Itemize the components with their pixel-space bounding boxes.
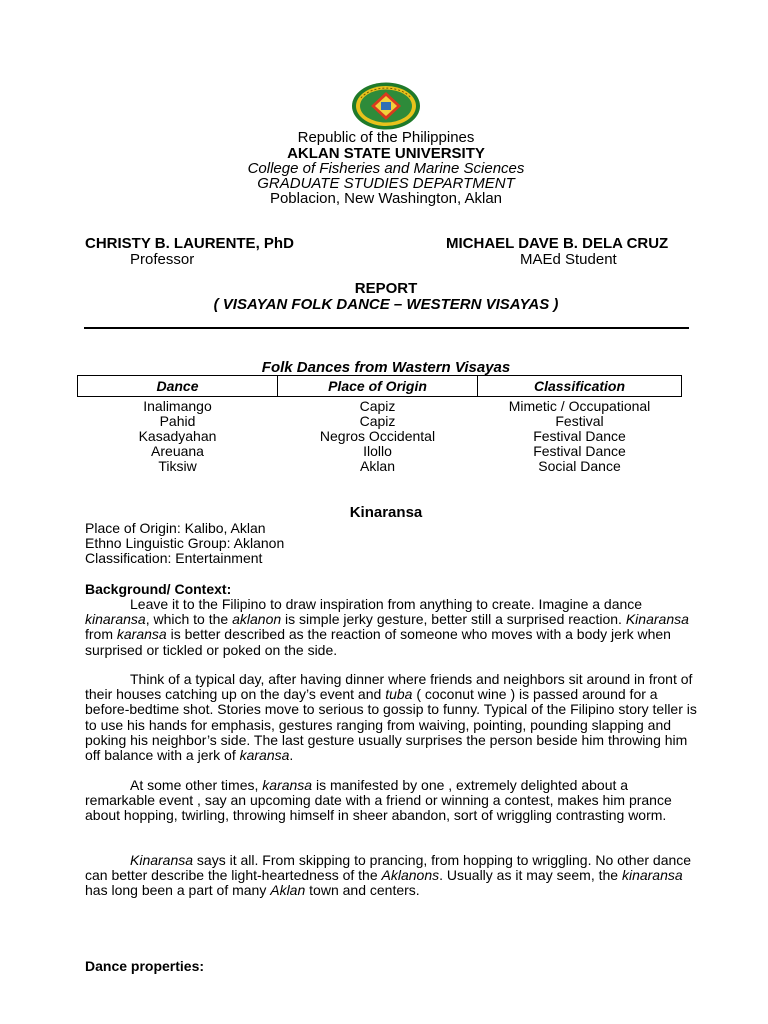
professor-role: Professor bbox=[130, 251, 195, 268]
text-run: , which to the bbox=[145, 611, 233, 628]
paragraph-2 bbox=[85, 672, 697, 763]
cell-dance: Pahid bbox=[159, 413, 196, 429]
text-run: karansa bbox=[239, 747, 290, 764]
text-run: says it all. From skipping to prancing, from hopping to wriggling. No other dance can better describe the light-heartedness of the bbox=[85, 852, 692, 884]
cell-classification: Mimetic / Occupational bbox=[508, 398, 651, 414]
cell-dance: Tiksiw bbox=[158, 458, 197, 474]
cell-origin: Capiz bbox=[359, 398, 396, 414]
horizontal-rule bbox=[84, 327, 689, 329]
professor-name: CHRISTY B. LAURENTE, PhD bbox=[85, 235, 294, 252]
table-row bbox=[78, 459, 682, 474]
university-name: AKLAN STATE UNIVERSITY bbox=[287, 145, 485, 162]
text-run: aklanon bbox=[232, 611, 282, 628]
ethno-linguistic-group: Ethno Linguistic Group: Aklanon bbox=[85, 535, 285, 551]
text-run: . Usually as it may seem, the bbox=[439, 867, 622, 884]
text-run: is better described as the reaction of someone who moves with a body jerk when surprised or tickled or poked on the side. bbox=[85, 626, 671, 658]
cell-origin: Aklan bbox=[359, 458, 396, 474]
text-run: At some other times, bbox=[130, 777, 263, 793]
cell-origin: Capiz bbox=[359, 413, 396, 429]
table-row bbox=[78, 444, 682, 459]
dance-properties-heading: Dance properties: bbox=[85, 958, 205, 974]
student-role: MAEd Student bbox=[520, 251, 617, 268]
text-run: karansa bbox=[116, 626, 167, 643]
text-run: Kinaransa bbox=[130, 852, 194, 868]
text-run: tuba bbox=[385, 686, 413, 703]
report-subtitle: ( VISAYAN FOLK DANCE – WESTERN VISAYAS ) bbox=[213, 296, 559, 313]
cell-classification: Festival Dance bbox=[533, 443, 626, 459]
classification: Classification: Entertainment bbox=[85, 550, 263, 566]
cell-classification: Festival bbox=[555, 413, 604, 429]
table-caption: Folk Dances from Wastern Visayas bbox=[261, 359, 511, 376]
cell-classification: Festival Dance bbox=[533, 428, 626, 444]
text-run: Aklan bbox=[270, 882, 306, 899]
report-title: REPORT bbox=[354, 280, 418, 297]
text-run: is simple jerky gesture, better still a surprised reaction. bbox=[281, 611, 626, 628]
republic-line: Republic of the Philippines bbox=[297, 129, 475, 146]
paragraph-1 bbox=[85, 597, 697, 658]
text-run: Kinaransa bbox=[625, 611, 689, 628]
text-run: Aklanons bbox=[381, 867, 440, 884]
section-title: Kinaransa bbox=[349, 504, 423, 521]
header-classification: Classification bbox=[478, 376, 682, 397]
folk-dance-table bbox=[77, 375, 682, 474]
place-of-origin: Place of Origin: Kalibo, Aklan bbox=[85, 520, 266, 536]
paragraph-3 bbox=[85, 778, 697, 824]
table-row bbox=[78, 397, 682, 415]
text-run: karansa bbox=[262, 777, 313, 793]
table-header-row bbox=[78, 376, 682, 397]
text-run: Think of a typical day, after having dinner where friends and neighbors sit around in front of their houses catching up on the day’s event and bbox=[85, 671, 693, 703]
college-name: College of Fisheries and Marine Sciences bbox=[247, 160, 525, 177]
cell-origin: Ilollo bbox=[363, 443, 392, 459]
university-seal-logo bbox=[351, 82, 421, 130]
cell-origin: Negros Occidental bbox=[319, 428, 436, 444]
text-run: from bbox=[85, 626, 117, 643]
cell-dance: Inalimango bbox=[143, 398, 212, 414]
cell-dance: Kasadyahan bbox=[138, 428, 217, 444]
text-run: Leave it to the Filipino to draw inspiration from anything to create. Imagine a dance bbox=[130, 596, 643, 612]
background-heading: Background/ Context: bbox=[85, 581, 232, 597]
cell-classification: Social Dance bbox=[538, 458, 621, 474]
text-run: kinaransa bbox=[85, 611, 146, 628]
text-run: is manifested by one , extremely delighted about a remarkable event , say an upcoming date with a friend or winning a contest, makes him prance about hopping, twirling, throwing himself in sheer abandon, sort of wriggling contrasting worm. bbox=[85, 777, 672, 824]
text-run: kinaransa bbox=[621, 867, 683, 884]
header-place-of-origin: Place of Origin bbox=[278, 376, 478, 397]
text-run: has long been a part of many bbox=[85, 882, 271, 899]
department-name: GRADUATE STUDIES DEPARTMENT bbox=[257, 175, 515, 192]
paragraph-4 bbox=[85, 853, 697, 899]
text-run: . bbox=[289, 747, 294, 764]
cell-dance: Areuana bbox=[151, 443, 204, 459]
student-name: MICHAEL DAVE B. DELA CRUZ bbox=[446, 235, 669, 252]
text-run: ( coconut wine ) is passed around for a before-bedtime shot. Stories move to serious to gossip to funny. Typical of the Filipino story teller is to use his hands for emphasis, gestures ranging from waiving, pointing, pounding slapping and poking his neighbor’s side. The last gesture usually surprises the person beside him throwing him off balance with a jerk of bbox=[85, 686, 697, 764]
table-row bbox=[78, 429, 682, 444]
address-line: Poblacion, New Washington, Aklan bbox=[269, 190, 503, 207]
header-dance: Dance bbox=[78, 376, 278, 397]
table-row bbox=[78, 414, 682, 429]
text-run: town and centers. bbox=[305, 882, 420, 899]
